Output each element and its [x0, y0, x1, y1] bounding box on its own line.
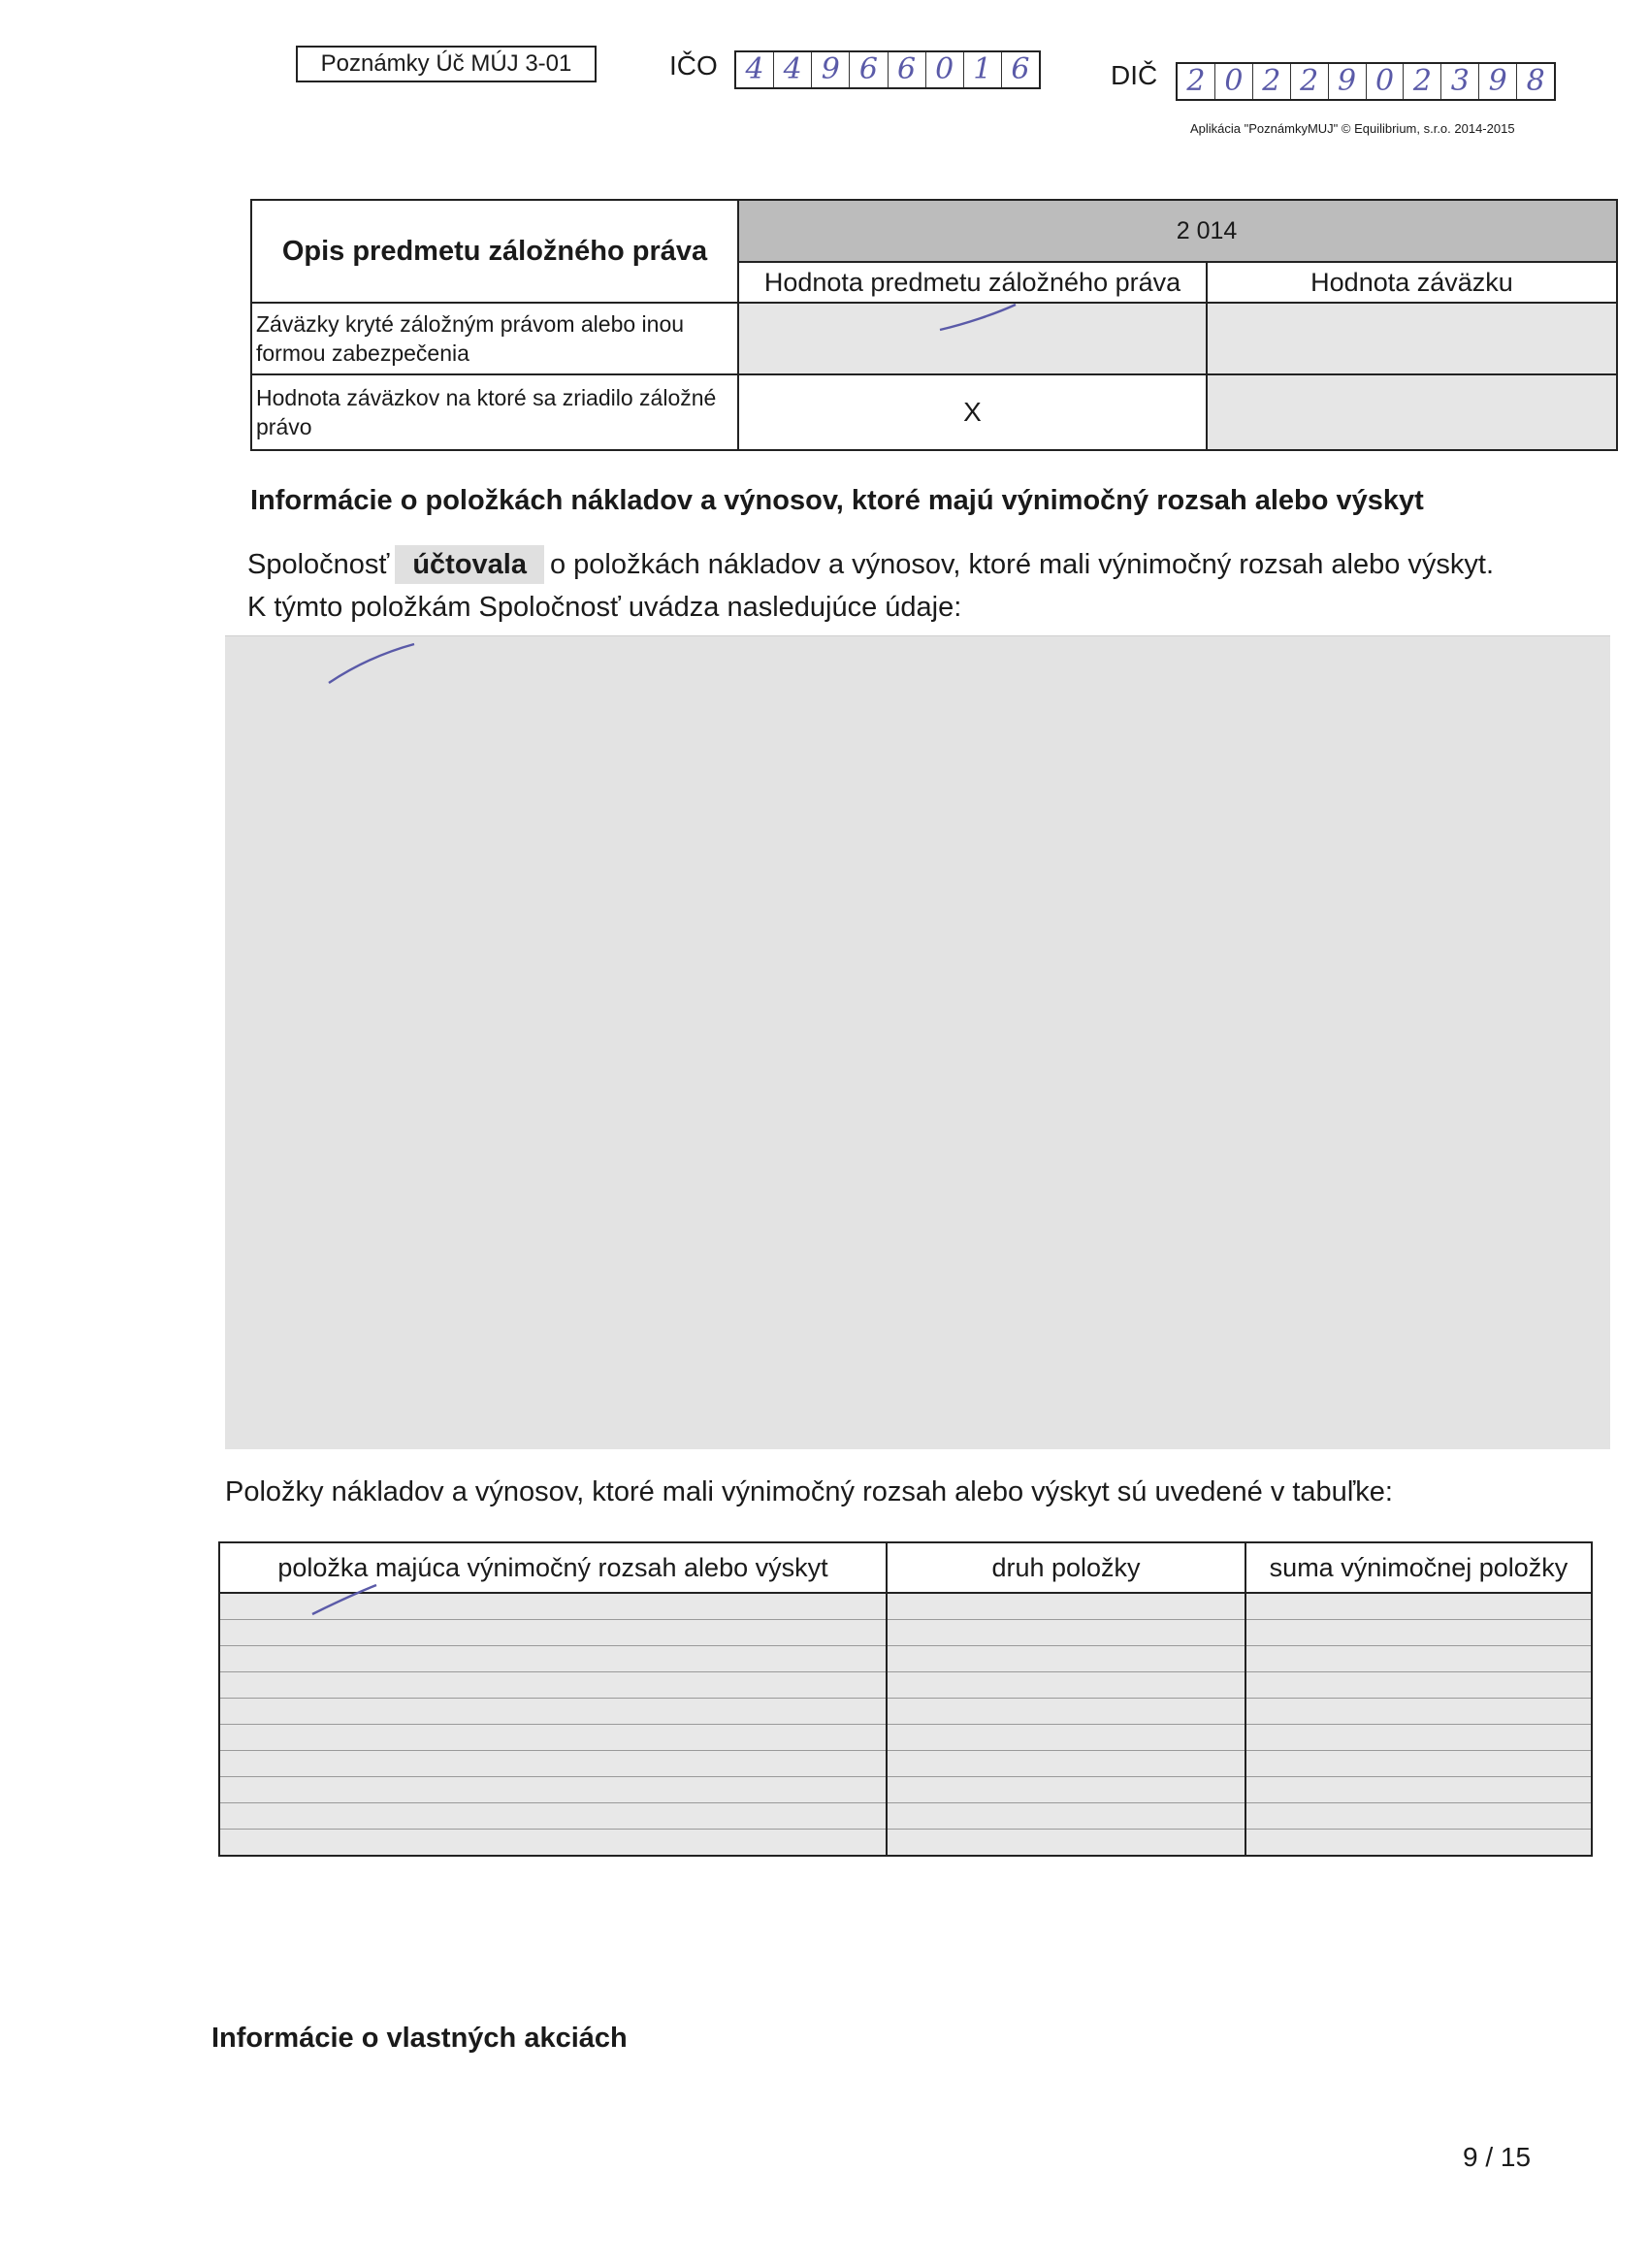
- table-cell[interactable]: [887, 1830, 1245, 1857]
- form-code: Poznámky Úč MÚJ 3-01: [320, 50, 572, 77]
- table-cell[interactable]: [219, 1620, 887, 1646]
- pledge-description-header: Opis predmetu záložného práva: [251, 200, 738, 303]
- table-row: [219, 1672, 1592, 1699]
- page-number: 9 / 15: [1463, 2142, 1532, 2172]
- pen-check-mark-icon: [325, 640, 422, 689]
- table-cell[interactable]: [887, 1620, 1245, 1646]
- pledge-row-value[interactable]: [1207, 303, 1617, 374]
- pledge-row-label: Hodnota záväzkov na ktoré sa zriadilo záložné právo: [251, 374, 738, 450]
- table-row: [219, 1777, 1592, 1803]
- table-cell[interactable]: [1245, 1725, 1592, 1751]
- table-row: [219, 1725, 1592, 1751]
- item-header: položka majúca výnimočný rozsah alebo výskyt: [219, 1542, 887, 1593]
- exceptional-items-textarea[interactable]: [225, 635, 1610, 1449]
- table-cell[interactable]: [1245, 1751, 1592, 1777]
- digit-cell: 9: [812, 52, 850, 87]
- app-credit: Aplikácia "PoznámkyMUJ" © Equilibrium, s.r.o. 2014-2015: [1190, 121, 1515, 136]
- accounted-select[interactable]: účtovala: [395, 545, 544, 584]
- pledge-row-value[interactable]: X: [738, 374, 1207, 450]
- pen-check-mark-icon: [308, 1581, 386, 1620]
- pledge-table: [250, 199, 1618, 451]
- digit-cell: 2: [1253, 64, 1291, 99]
- para-suffix: o položkách nákladov a výnosov, ktoré mali výnimočný rozsah alebo výskyt.: [549, 549, 1495, 580]
- digit-cell: 6: [850, 52, 888, 87]
- exceptional-items-paragraph-line2: K týmto položkám Spoločnosť uvádza nasledujúce údaje:: [247, 592, 962, 623]
- table-cell[interactable]: [1245, 1672, 1592, 1699]
- table-cell[interactable]: [219, 1699, 887, 1725]
- table-cell[interactable]: [1245, 1830, 1592, 1857]
- table-cell[interactable]: [1245, 1646, 1592, 1672]
- table-cell[interactable]: [887, 1803, 1245, 1830]
- table-cell[interactable]: [219, 1725, 887, 1751]
- form-code-box: [296, 46, 597, 82]
- pledge-row-value[interactable]: [1207, 374, 1617, 450]
- table-row: [219, 1620, 1592, 1646]
- table-row: [219, 1593, 1592, 1620]
- pledge-value-header: Hodnota predmetu záložného práva: [738, 262, 1207, 303]
- table-cell[interactable]: [887, 1672, 1245, 1699]
- ico-label: IČO: [669, 50, 718, 81]
- item-type-header: druh položky: [887, 1542, 1245, 1593]
- own-shares-title: Informácie o vlastných akciách: [211, 2023, 628, 2054]
- table-cell[interactable]: [1245, 1620, 1592, 1646]
- digit-cell: 8: [1526, 64, 1545, 98]
- digit-cell: 9: [1479, 64, 1517, 99]
- digit-cell: 1: [964, 52, 1002, 87]
- table-cell[interactable]: [219, 1830, 887, 1857]
- table-cell[interactable]: [887, 1646, 1245, 1672]
- digit-cell: 4: [736, 52, 774, 87]
- digit-cell: 2: [1404, 64, 1441, 99]
- digit-cell: 2: [1291, 64, 1329, 99]
- exceptional-table-intro: Položky nákladov a výnosov, ktoré mali výnimočný rozsah alebo výskyt sú uvedené v tabuľke:: [225, 1476, 1393, 1507]
- table-row: [219, 1699, 1592, 1725]
- digit-cell: 4: [774, 52, 812, 87]
- table-cell[interactable]: [1245, 1803, 1592, 1830]
- dic-field[interactable]: [1176, 62, 1556, 101]
- digit-cell: 3: [1441, 64, 1479, 99]
- table-cell[interactable]: [887, 1725, 1245, 1751]
- digit-cell: 0: [1215, 64, 1253, 99]
- table-cell[interactable]: [1245, 1777, 1592, 1803]
- table-cell[interactable]: [887, 1699, 1245, 1725]
- digit-cell: 6: [1011, 52, 1030, 86]
- ico-field[interactable]: [734, 50, 1041, 89]
- digit-cell: 0: [1367, 64, 1405, 99]
- table-cell[interactable]: [219, 1803, 887, 1830]
- exceptional-items-table: [218, 1541, 1593, 1857]
- pen-check-mark-icon: [936, 301, 1033, 340]
- table-row: [219, 1803, 1592, 1830]
- table-cell[interactable]: [887, 1593, 1245, 1620]
- pledge-row-label: Záväzky kryté záložným právom alebo inou formou zabezpečenia: [251, 303, 738, 374]
- digit-cell: 0: [926, 52, 964, 87]
- table-cell[interactable]: [887, 1777, 1245, 1803]
- exceptional-items-paragraph: [247, 545, 1494, 584]
- item-amount-header: suma výnimočnej položky: [1245, 1542, 1592, 1593]
- table-row: [219, 1751, 1592, 1777]
- table-cell[interactable]: [219, 1751, 887, 1777]
- table-cell[interactable]: [887, 1751, 1245, 1777]
- liability-value-header: Hodnota záväzku: [1207, 262, 1617, 303]
- dic-label: DIČ: [1111, 60, 1158, 90]
- digit-cell: 9: [1329, 64, 1367, 99]
- table-row: [219, 1830, 1592, 1857]
- table-cell[interactable]: [1245, 1593, 1592, 1620]
- table-cell[interactable]: [219, 1672, 887, 1699]
- table-cell[interactable]: [219, 1777, 887, 1803]
- digit-cell: 6: [889, 52, 926, 87]
- table-cell[interactable]: [219, 1646, 887, 1672]
- table-cell[interactable]: [1245, 1699, 1592, 1725]
- digit-cell: 2: [1178, 64, 1215, 99]
- pledge-year-header: 2 014: [738, 200, 1617, 262]
- table-row: [219, 1646, 1592, 1672]
- para-prefix: Spoločnosť: [247, 549, 390, 580]
- exceptional-items-title: Informácie o položkách nákladov a výnosov, ktoré majú výnimočný rozsah alebo výskyt: [250, 485, 1424, 516]
